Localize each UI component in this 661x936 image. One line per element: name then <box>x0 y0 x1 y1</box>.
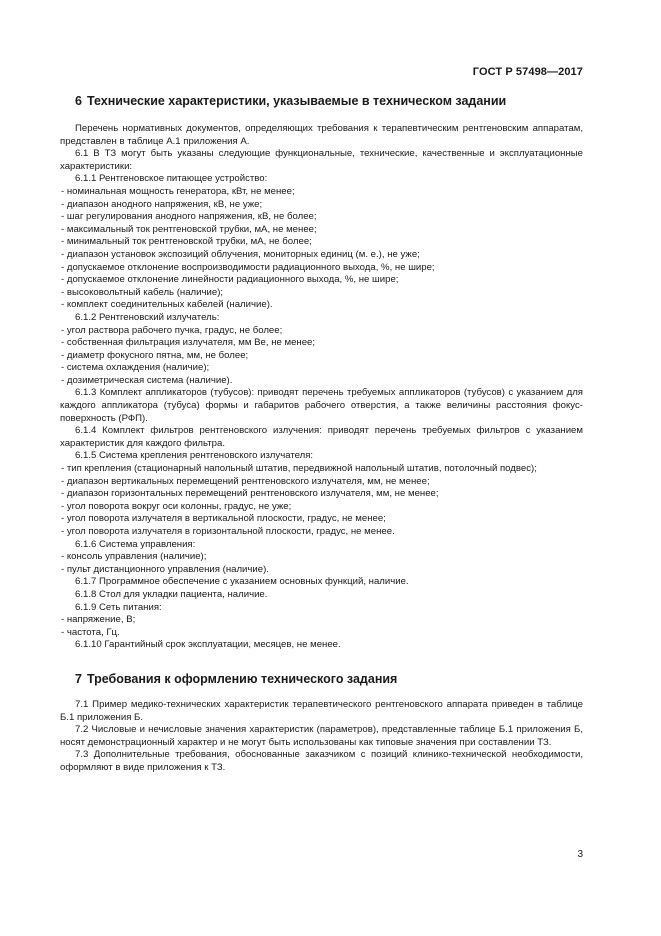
list-6-1-5 <box>60 463 583 539</box>
section-7-title: Требования к оформлению технического задания <box>86 671 398 686</box>
paragraph-6-1-1: 6.1.1 Рентгеновское питающее устройство: <box>75 173 268 185</box>
list-item: - угол поворота излучателя в горизонтальной плоскости, градус, не менее. <box>61 526 395 537</box>
paragraph-6-1: 6.1 В ТЗ могут быть указаны следующие функциональные, технические, качественные и эксплуатационные характеристики: <box>60 148 583 172</box>
section-6-number: 6 <box>75 94 82 108</box>
list-item: - диапазон установок экспозиций облучения, мониторных единиц (м. е.), не уже; <box>61 248 420 260</box>
paragraph-6-1-6: 6.1.6 Система управления: <box>75 538 196 550</box>
section-7-heading <box>60 671 583 687</box>
list-6-1-9 <box>60 614 583 639</box>
paragraph-7-3: 7.3 Дополнительные требования, обоснованные заказчиком с позиций клинико-технической необходимости, оформляют в виде приложения к ТЗ. <box>60 749 583 773</box>
section-6-title: Технические характеристики, указываемые в техническом задании <box>86 94 507 108</box>
section-6-intro: Перечень нормативных документов, определяющих требования к терапевтическим рентгеновским аппаратам, представлен в таблице А.1 приложения А. <box>60 123 583 147</box>
paragraph-7-1: 7.1 Пример медико-технических характеристик терапевтического рентгеновского аппарата приведен в таблице Б.1 приложения Б. <box>60 698 583 723</box>
list-item: - максимальный ток рентгеновской трубки, мА, не менее; <box>61 223 317 235</box>
standard-designation: ГОСТ Р 57498—2017 <box>472 66 583 78</box>
list-6-1-1 <box>60 186 583 312</box>
list-item: - угол раствора рабочего пучка, градус, не более; <box>61 324 283 336</box>
list-item: - диапазон вертикальных перемещений рентгеновского излучателя, мм, не менее; <box>61 475 430 487</box>
list-item: - консоль управления (наличие); <box>61 551 207 563</box>
paragraph-6-1-2: 6.1.2 Рентгеновский излучатель: <box>75 311 220 323</box>
list-item: - шаг регулирования анодного напряжения, кВ, не более; <box>61 211 317 223</box>
list-item: - собственная фильтрация излучателя, мм Ве, не менее; <box>61 337 316 349</box>
paragraph-6-1-4: 6.1.4 Комплект фильтров рентгеновского излучения: приводят перечень требуемых фильтров с указанием характеристик для каждого фильтра. <box>60 425 583 449</box>
list-item: - дозиметрическая система (наличие). <box>61 374 233 386</box>
paragraph-6-1-10: 6.1.10 Гарантийный срок эксплуатации, месяцев, не менее. <box>75 639 341 651</box>
list-item: - угол поворота вокруг оси колонны, градус, не уже; <box>61 500 292 512</box>
page-number: 3 <box>577 849 583 860</box>
paragraph-6-1-3: 6.1.3 Комплект аппликаторов (тубусов): приводят перечень требуемых аппликаторов (тубусов) с указанием для каждого аппликатора (тубуса) формы и габаритов рабочего отверстия, а также величины расстояния фокус-поверхность (РФП). <box>60 387 583 424</box>
list-item: - высоковольтный кабель (наличие); <box>61 286 224 298</box>
list-item: - пульт дистанционного управления (наличие). <box>61 563 269 575</box>
list-item: - допускаемое отклонение линейности радиационного выхода, %, не шире; <box>61 274 399 286</box>
list-item: - система охлаждения (наличие); <box>61 362 210 374</box>
page-content <box>60 93 583 775</box>
paragraph-6-1-9: 6.1.9 Сеть питания: <box>75 601 162 613</box>
list-item: - напряжение, В; <box>61 614 136 626</box>
list-item: - угол поворота излучателя в вертикальной плоскости, градус, не менее; <box>61 513 386 525</box>
paragraph-6-1-7: 6.1.7 Программное обеспечение с указанием основных функций, наличие. <box>75 576 409 588</box>
paragraph-6-1-5: 6.1.5 Система крепления рентгеновского излучателя: <box>75 450 314 462</box>
list-item: - допускаемое отклонение воспроизводимости радиационного выхода, %, не шире; <box>61 261 435 273</box>
section-7-number: 7 <box>75 671 82 686</box>
list-item: - диаметр фокусного пятна, мм, не более; <box>61 349 249 361</box>
list-item: - тип крепления (стационарный напольный штатив, передвижной напольный штатив, потолочный подвес); <box>61 463 537 475</box>
list-item: - номинальная мощность генератора, кВт, не менее; <box>61 185 295 197</box>
list-6-1-6 <box>60 551 583 576</box>
list-6-1-2 <box>60 325 583 388</box>
list-item: - комплект соединительных кабелей (наличие). <box>61 299 273 311</box>
paragraph-7-2: 7.2 Числовые и нечисловые значения характеристик (параметров), представленные таблице Б.1 приложения Б, носят демонстрационный характер и не могут быть использованы как типовые значения при составлении ТЗ. <box>60 724 583 748</box>
list-item: - частота, Гц. <box>61 626 120 638</box>
list-item: - диапазон анодного напряжения, кВ, не уже; <box>61 198 263 210</box>
list-item: - диапазон горизонтальных перемещений рентгеновского излучателя, мм, не менее; <box>61 488 439 500</box>
paragraph-6-1-8: 6.1.8 Стол для укладки пациента, наличие. <box>75 588 268 600</box>
list-item: - минимальный ток рентгеновской трубки, мА, не более; <box>61 236 312 248</box>
section-6-heading <box>60 93 583 109</box>
